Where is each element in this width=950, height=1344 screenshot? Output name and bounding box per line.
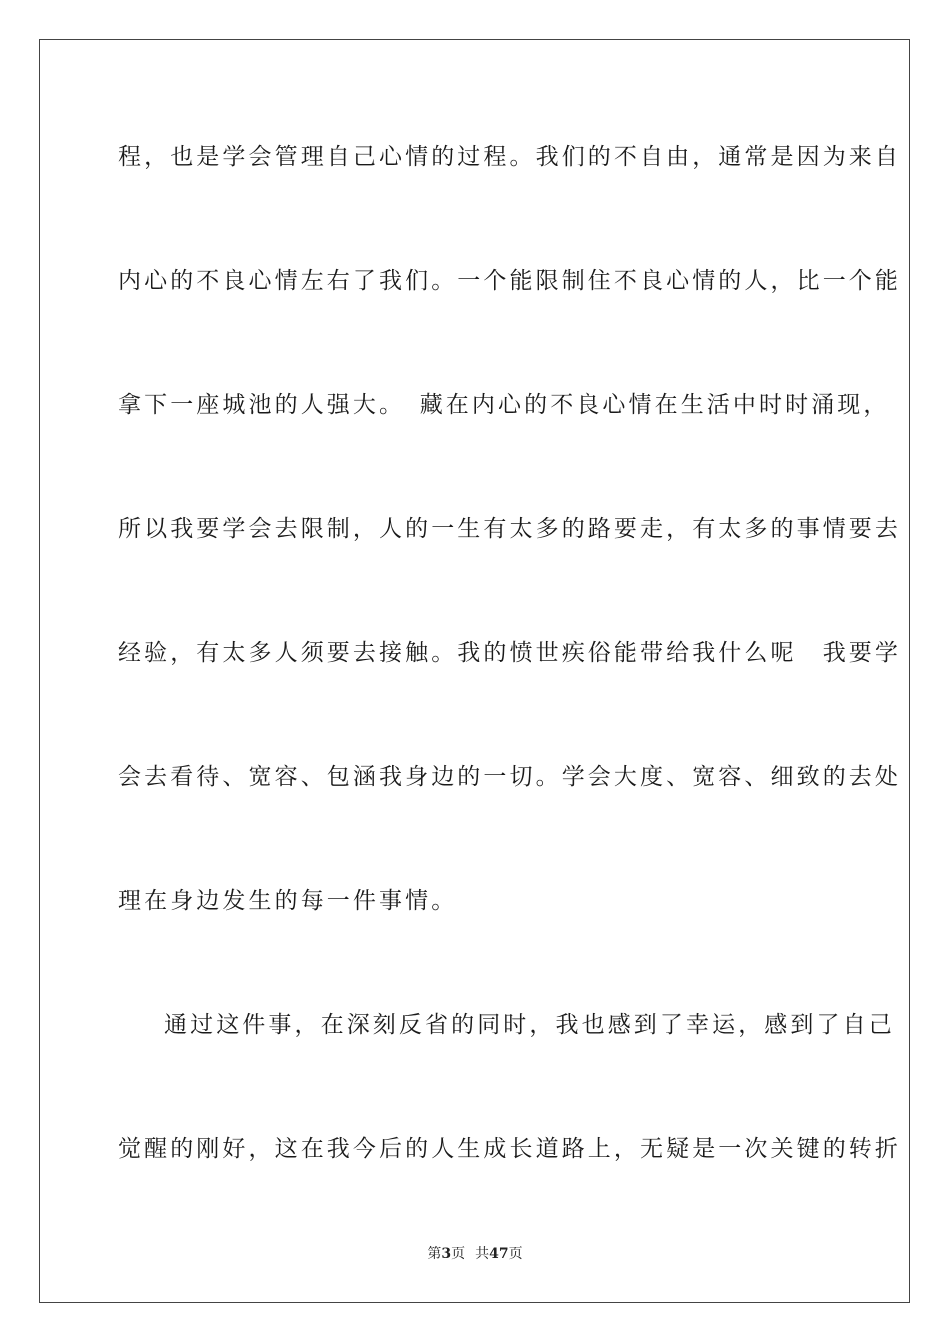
text-line: 内心的不良心情左右了我们。一个能限制住不良心情的人，比一个能 bbox=[118, 268, 901, 294]
text-line: 觉醒的刚好，这在我今后的人生成长道路上，无疑是一次关键的转折 bbox=[118, 1136, 901, 1162]
text-line: 经验，有太多人须要去接触。我的愤世疾俗能带给我什么呢 我要学 bbox=[118, 640, 901, 666]
text-line: 理在身边发生的每一件事情。 bbox=[118, 888, 458, 914]
text-line: 拿下一座城池的人强大。 藏在内心的不良心情在生活中时时涌现， bbox=[118, 392, 890, 418]
page-suffix: 页 bbox=[451, 1246, 466, 1262]
document-body bbox=[118, 126, 901, 1242]
page-footer bbox=[0, 1244, 950, 1264]
paragraph-first-line: 通过这件事，在深刻反省的同时，我也感到了幸运，感到了自己 bbox=[164, 1012, 895, 1038]
text-line: 会去看待、宽容、包涵我身边的一切。学会大度、宽容、细致的去处 bbox=[118, 764, 901, 790]
page-prefix: 第 bbox=[427, 1246, 442, 1262]
total-prefix: 共 bbox=[475, 1246, 490, 1262]
total-suffix: 页 bbox=[508, 1246, 523, 1262]
page-number: 3 bbox=[441, 1246, 452, 1262]
total-pages: 47 bbox=[489, 1246, 509, 1262]
text-line: 程，也是学会管理自己心情的过程。我们的不自由，通常是因为来自 bbox=[118, 144, 901, 170]
text-line: 所以我要学会去限制，人的一生有太多的路要走，有太多的事情要去 bbox=[118, 516, 901, 542]
